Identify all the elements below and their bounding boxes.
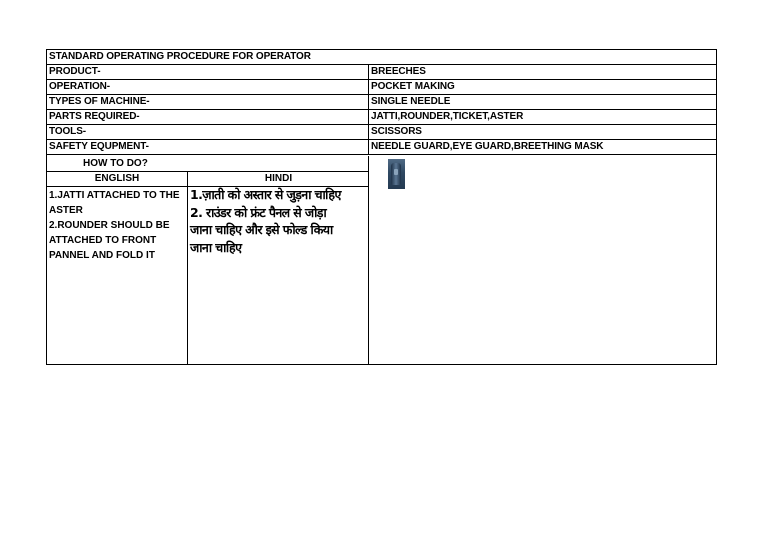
label-operation: OPERATION- [49, 81, 111, 92]
row-operation [47, 80, 716, 95]
label-product: PRODUCT- [49, 66, 101, 77]
instructions-table [47, 171, 368, 364]
english-line: ATTACHED TO FRONT [49, 235, 157, 246]
hindi-line: जाना चाहिए [190, 239, 242, 255]
image-area [368, 156, 716, 364]
label-safety: SAFETY EQUPMENT- [49, 141, 149, 152]
row-parts [47, 110, 716, 125]
hindi-line: 2. राउंडर को फ्रंट पैनल से जोड़ा [190, 204, 327, 220]
instructions-section [47, 156, 368, 364]
label-tools: TOOLS- [49, 126, 86, 137]
english-line: 2.ROUNDER SHOULD BE [49, 220, 170, 231]
hindi-line: जाना चाहिए और इसे फोल्ड किया [190, 222, 333, 237]
garment-photo-icon[interactable] [388, 159, 405, 189]
row-safety [47, 140, 716, 155]
value-parts: JATTI,ROUNDER,TICKET,ASTER [368, 110, 716, 124]
value-tools: SCISSORS [368, 125, 716, 139]
row-product [47, 65, 716, 80]
hindi-line: 1.ज़ाती को अस्तार से जुड़ना चाहिए [190, 187, 341, 202]
value-safety: NEEDLE GUARD,EYE GUARD,BREETHING MASK [368, 140, 716, 154]
row-tools [47, 125, 716, 140]
english-column-header: ENGLISH [47, 171, 187, 187]
value-operation: POCKET MAKING [368, 80, 716, 94]
label-machine: TYPES OF MACHINE- [49, 96, 150, 107]
value-machine: SINGLE NEEDLE [368, 95, 716, 109]
english-line: 1.JATTI ATTACHED TO THE [49, 190, 180, 201]
hindi-column-header: HINDI [187, 171, 369, 187]
sop-sheet [46, 49, 717, 365]
title-row [47, 50, 716, 65]
sop-title: STANDARD OPERATING PROCEDURE FOR OPERATOR [49, 51, 311, 62]
how-to-label: HOW TO DO? [83, 158, 148, 169]
english-instructions [47, 186, 187, 364]
row-machine [47, 95, 716, 110]
hindi-instructions [187, 186, 368, 364]
label-parts: PARTS REQUIRED- [49, 111, 140, 122]
how-to-heading [47, 156, 368, 171]
english-line: PANNEL AND FOLD IT [49, 250, 155, 261]
english-line: ASTER [49, 205, 83, 216]
value-product: BREECHES [368, 65, 716, 79]
